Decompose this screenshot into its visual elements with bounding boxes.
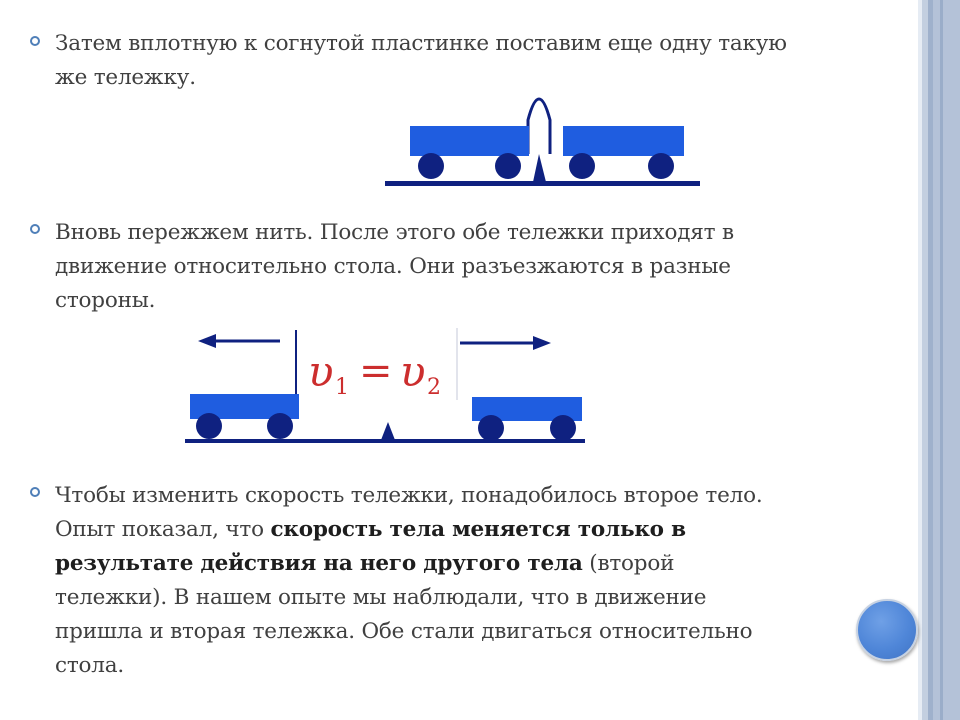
formula-equals: = — [359, 348, 393, 394]
wheel — [495, 153, 521, 179]
wheel — [267, 413, 293, 439]
formula-symbol-2: υ — [400, 347, 426, 396]
left-cart-body — [410, 126, 529, 156]
wheel — [196, 413, 222, 439]
table-track — [185, 439, 585, 443]
thread-anchor — [533, 154, 546, 182]
paragraph-3-line-3-normal: (второй — [582, 551, 675, 576]
paragraph-3-line-6: стола. — [55, 653, 124, 678]
paragraph-3-line-2-normal: Опыт показал, что — [55, 517, 271, 542]
left-arrow-head — [198, 334, 216, 348]
paragraph-3-line-2 — [55, 513, 763, 547]
paragraph-2-line-2: движение относительно стола. Они разъезжаются в разные — [55, 254, 731, 279]
bullet-2 — [30, 224, 40, 234]
paragraph-2-line-1: Вновь пережжем нить. После этого обе тележки приходят в — [55, 220, 734, 245]
paragraph-3-line-3 — [55, 547, 763, 581]
wheel — [478, 415, 504, 441]
bent-plate — [528, 99, 550, 154]
bullet-3 — [30, 487, 40, 497]
paragraph-1-line-2: же тележку. — [55, 65, 196, 90]
nav-circle-button[interactable] — [856, 599, 918, 661]
paragraph-3 — [55, 479, 763, 683]
right-cart-body — [563, 126, 684, 156]
wheel — [418, 153, 444, 179]
paragraph-3-line-3-bold: результате действия на него другого тела — [55, 551, 583, 576]
paragraph-3-line-4: тележки). В нашем опыте мы наблюдали, что в движение — [55, 585, 707, 610]
formula-symbol-1: υ — [308, 347, 334, 396]
table-track — [385, 181, 700, 186]
wheel — [648, 153, 674, 179]
paragraph-3-line-2-bold: скорость тела меняется только в — [270, 517, 686, 542]
wheel — [550, 415, 576, 441]
paragraph-3-line-1: Чтобы изменить скорость тележки, понадобилось второе тело. — [55, 483, 763, 508]
bullet-1 — [30, 36, 40, 46]
two-carts-diagram — [380, 88, 710, 192]
wheel — [569, 153, 595, 179]
thread-anchor — [381, 422, 395, 440]
paragraph-2-line-3: стороны. — [55, 288, 156, 313]
formula-sub-2: 2 — [427, 375, 441, 400]
paragraph-1 — [55, 27, 787, 95]
paragraph-3-line-5: пришла и вторая тележка. Обе стали двигаться относительно — [55, 619, 753, 644]
paragraph-2 — [55, 216, 734, 318]
formula-sub-1: 1 — [335, 375, 349, 400]
carts-apart-diagram — [180, 320, 590, 450]
paragraph-1-line-1: Затем вплотную к согнутой пластинке поставим еще одну такую — [55, 31, 787, 56]
right-arrow-head — [533, 336, 551, 350]
